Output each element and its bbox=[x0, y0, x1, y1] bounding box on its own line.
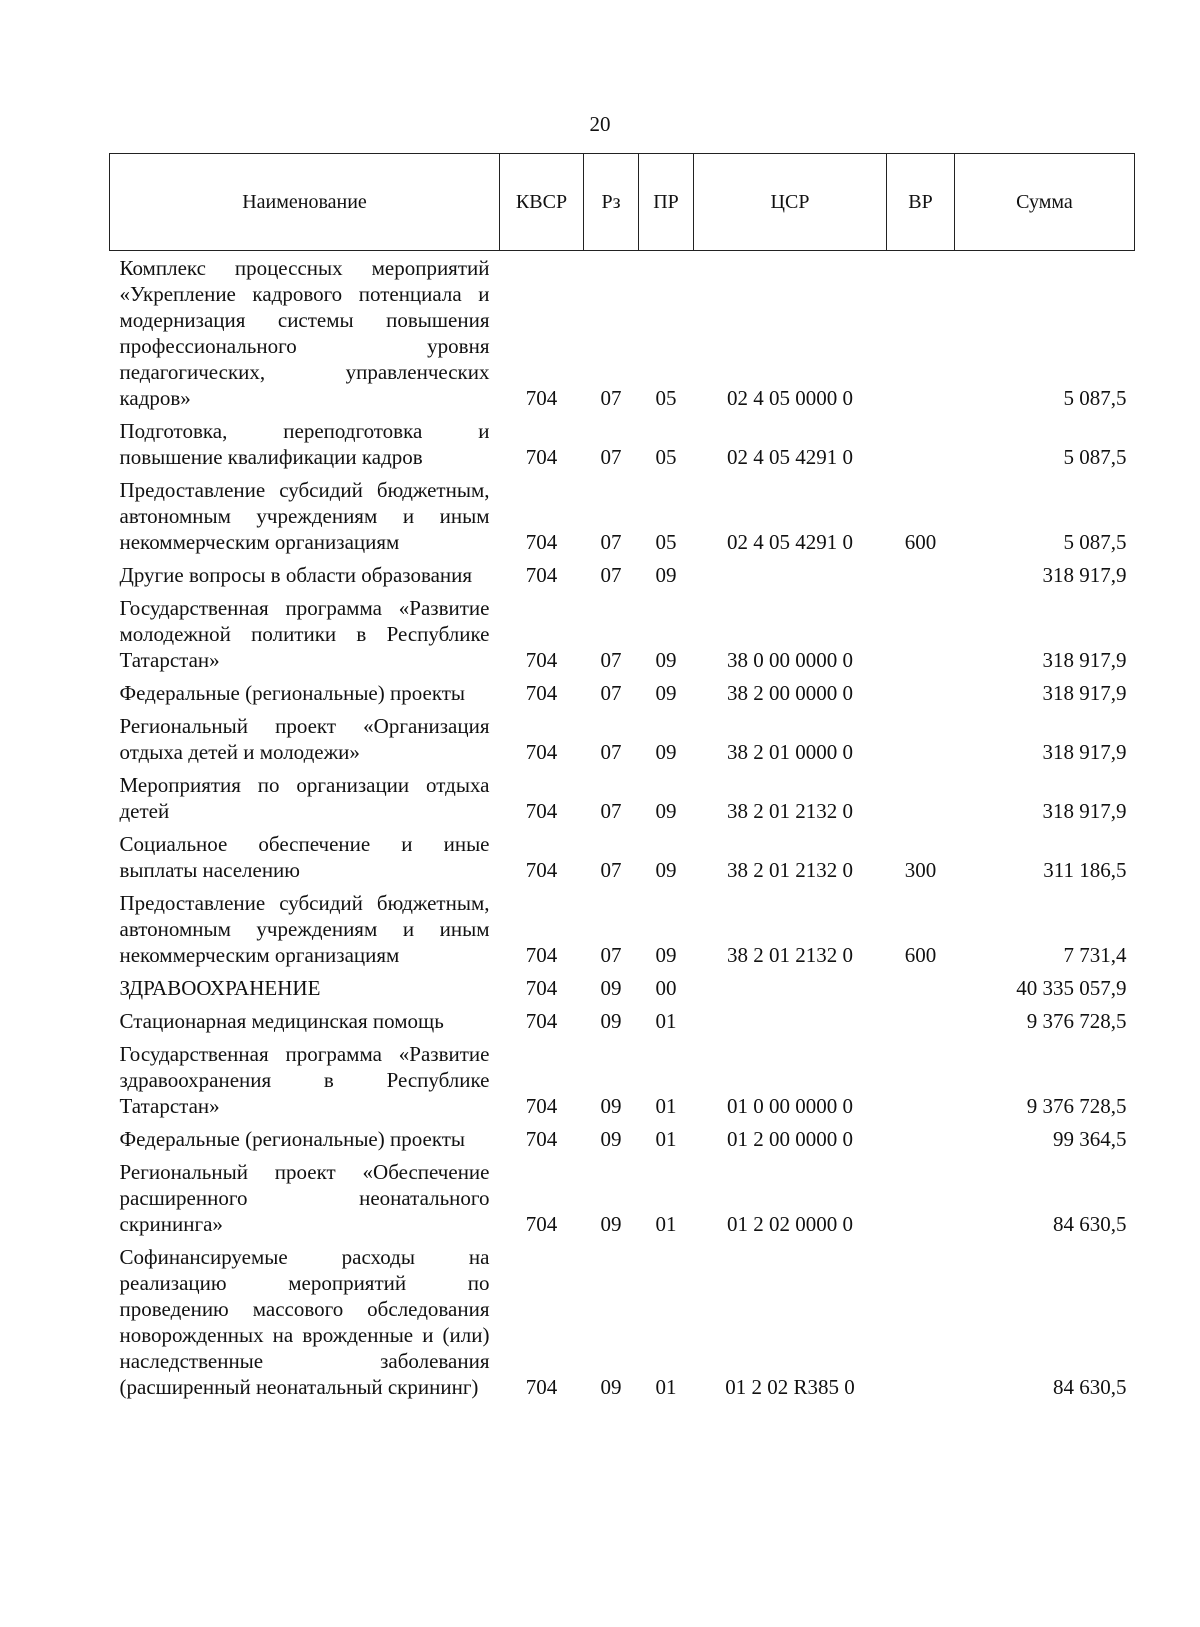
row-rz: 07 bbox=[600, 858, 622, 882]
row-name: Федеральные (региональные) проекты bbox=[119, 681, 466, 705]
row-pr: 01 bbox=[655, 1009, 677, 1033]
table-row bbox=[110, 1122, 1135, 1155]
row-vr bbox=[887, 676, 955, 709]
table-row bbox=[110, 251, 1135, 415]
row-name: Комплекс процессных мероприятий «Укрепление кадрового потенциала и модернизация системы повышения профессионального уровня педагогических, управленческих кадров» bbox=[119, 256, 490, 410]
row-pr: 09 bbox=[655, 681, 677, 705]
row-csr: 01 0 00 0000 0 bbox=[727, 1094, 853, 1118]
row-rz: 07 bbox=[600, 681, 622, 705]
row-vr bbox=[887, 971, 955, 1004]
row-kvsr: 704 bbox=[525, 1375, 558, 1399]
row-name: Социальное обеспечение и иные выплаты населению bbox=[119, 832, 490, 882]
table-row bbox=[110, 971, 1135, 1004]
row-vr: 600 bbox=[904, 943, 937, 967]
table-row bbox=[110, 886, 1135, 971]
header-sum: Сумма bbox=[955, 154, 1135, 251]
row-rz: 09 bbox=[600, 976, 622, 1000]
row-pr: 09 bbox=[655, 563, 677, 587]
row-sum: 318 917,9 bbox=[1042, 740, 1127, 764]
row-pr: 01 bbox=[655, 1212, 677, 1236]
row-kvsr: 704 bbox=[525, 445, 558, 469]
row-pr: 01 bbox=[655, 1127, 677, 1151]
row-sum: 5 087,5 bbox=[1063, 445, 1127, 469]
row-csr: 01 2 02 0000 0 bbox=[727, 1212, 853, 1236]
row-csr: 38 2 01 2132 0 bbox=[727, 858, 853, 882]
row-pr: 09 bbox=[655, 740, 677, 764]
row-rz: 07 bbox=[600, 943, 622, 967]
row-kvsr: 704 bbox=[525, 858, 558, 882]
row-kvsr: 704 bbox=[525, 1127, 558, 1151]
row-csr: 02 4 05 0000 0 bbox=[727, 386, 853, 410]
header-name: Наименование bbox=[110, 154, 500, 251]
row-rz: 07 bbox=[600, 740, 622, 764]
row-kvsr: 704 bbox=[525, 648, 558, 672]
table-row bbox=[110, 414, 1135, 473]
row-vr bbox=[887, 768, 955, 827]
row-name: Региональный проект «Организация отдыха детей и молодежи» bbox=[119, 714, 490, 764]
header-pr: ПР bbox=[639, 154, 694, 251]
row-pr: 09 bbox=[655, 943, 677, 967]
row-csr: 02 4 05 4291 0 bbox=[727, 530, 853, 554]
row-rz: 07 bbox=[600, 563, 622, 587]
row-kvsr: 704 bbox=[525, 681, 558, 705]
row-vr bbox=[887, 1122, 955, 1155]
row-csr: 38 2 01 0000 0 bbox=[727, 740, 853, 764]
table-row bbox=[110, 591, 1135, 676]
row-name: Государственная программа «Развитие молодежной политики в Республике Татарстан» bbox=[119, 596, 490, 672]
row-pr: 01 bbox=[655, 1375, 677, 1399]
row-csr: 02 4 05 4291 0 bbox=[727, 445, 853, 469]
row-name: Стационарная медицинская помощь bbox=[119, 1009, 444, 1033]
row-pr: 09 bbox=[655, 799, 677, 823]
row-kvsr: 704 bbox=[525, 1212, 558, 1236]
row-kvsr: 704 bbox=[525, 530, 558, 554]
row-csr: 38 2 01 2132 0 bbox=[727, 943, 853, 967]
row-kvsr: 704 bbox=[525, 1094, 558, 1118]
row-csr bbox=[694, 1004, 887, 1037]
row-sum: 9 376 728,5 bbox=[1026, 1094, 1127, 1118]
row-pr: 05 bbox=[655, 445, 677, 469]
row-sum: 5 087,5 bbox=[1063, 530, 1127, 554]
row-name: Мероприятия по организации отдыха детей bbox=[119, 773, 490, 823]
row-vr bbox=[887, 591, 955, 676]
row-sum: 99 364,5 bbox=[1053, 1127, 1127, 1151]
row-rz: 07 bbox=[600, 530, 622, 554]
row-name: ЗДРАВООХРАНЕНИЕ bbox=[119, 976, 321, 1000]
header-kvsr: КВСР bbox=[500, 154, 584, 251]
row-csr: 01 2 02 R385 0 bbox=[725, 1375, 855, 1399]
row-vr: 600 bbox=[904, 530, 937, 554]
row-name: Подготовка, переподготовка и повышение квалификации кадров bbox=[119, 419, 490, 469]
row-kvsr: 704 bbox=[525, 799, 558, 823]
table-header-row bbox=[110, 154, 1135, 251]
row-vr bbox=[887, 1037, 955, 1122]
row-kvsr: 704 bbox=[525, 1009, 558, 1033]
row-vr bbox=[887, 1004, 955, 1037]
row-rz: 07 bbox=[600, 445, 622, 469]
row-csr: 38 2 00 0000 0 bbox=[727, 681, 853, 705]
row-name: Государственная программа «Развитие здравоохранения в Республике Татарстан» bbox=[119, 1042, 490, 1118]
row-kvsr: 704 bbox=[525, 943, 558, 967]
row-vr: 300 bbox=[904, 858, 937, 882]
row-vr bbox=[887, 414, 955, 473]
row-sum: 318 917,9 bbox=[1042, 681, 1127, 705]
row-name: Предоставление субсидий бюджетным, автономным учреждениям и иным некоммерческим организациям bbox=[119, 478, 490, 554]
row-rz: 09 bbox=[600, 1375, 622, 1399]
row-name: Федеральные (региональные) проекты bbox=[119, 1127, 466, 1151]
table-row bbox=[110, 558, 1135, 591]
row-sum: 84 630,5 bbox=[1053, 1212, 1127, 1236]
row-sum: 84 630,5 bbox=[1053, 1375, 1127, 1399]
row-pr: 01 bbox=[655, 1094, 677, 1118]
table-row bbox=[110, 768, 1135, 827]
row-pr: 05 bbox=[655, 530, 677, 554]
row-vr bbox=[887, 1240, 955, 1403]
row-rz: 09 bbox=[600, 1094, 622, 1118]
row-vr bbox=[887, 251, 955, 415]
row-sum: 311 186,5 bbox=[1043, 858, 1127, 882]
row-sum: 318 917,9 bbox=[1042, 563, 1127, 587]
row-sum: 40 335 057,9 bbox=[1016, 976, 1127, 1000]
row-csr bbox=[694, 558, 887, 591]
row-kvsr: 704 bbox=[525, 386, 558, 410]
row-sum: 5 087,5 bbox=[1063, 386, 1127, 410]
row-rz: 07 bbox=[600, 386, 622, 410]
header-vr: ВР bbox=[887, 154, 955, 251]
table-row bbox=[110, 827, 1135, 886]
row-pr: 09 bbox=[655, 648, 677, 672]
row-kvsr: 704 bbox=[525, 740, 558, 764]
row-kvsr: 704 bbox=[525, 976, 558, 1000]
row-rz: 09 bbox=[600, 1009, 622, 1033]
row-vr bbox=[887, 1155, 955, 1240]
row-pr: 05 bbox=[655, 386, 677, 410]
table-row bbox=[110, 1004, 1135, 1037]
header-rz: Рз bbox=[584, 154, 639, 251]
table-row bbox=[110, 676, 1135, 709]
row-rz: 09 bbox=[600, 1212, 622, 1236]
row-sum: 318 917,9 bbox=[1042, 799, 1127, 823]
row-sum: 9 376 728,5 bbox=[1026, 1009, 1127, 1033]
budget-table bbox=[109, 153, 1135, 1403]
row-sum: 318 917,9 bbox=[1042, 648, 1127, 672]
row-name: Другие вопросы в области образования bbox=[119, 563, 473, 587]
row-csr: 38 0 00 0000 0 bbox=[727, 648, 853, 672]
row-name: Предоставление субсидий бюджетным, автономным учреждениям и иным некоммерческим организациям bbox=[119, 891, 490, 967]
row-csr bbox=[694, 971, 887, 1004]
row-pr: 00 bbox=[655, 976, 677, 1000]
row-rz: 07 bbox=[600, 648, 622, 672]
row-name: Региональный проект «Обеспечение расширенного неонатального скрининга» bbox=[119, 1160, 490, 1236]
table-row bbox=[110, 709, 1135, 768]
page-number: 20 bbox=[589, 112, 611, 136]
row-csr: 38 2 01 2132 0 bbox=[727, 799, 853, 823]
row-vr bbox=[887, 709, 955, 768]
row-sum: 7 731,4 bbox=[1063, 943, 1127, 967]
row-kvsr: 704 bbox=[525, 563, 558, 587]
row-vr bbox=[887, 558, 955, 591]
row-rz: 09 bbox=[600, 1127, 622, 1151]
table-row bbox=[110, 1240, 1135, 1403]
row-name: Софинансируемые расходы на реализацию мероприятий по проведению массового обследования новорожденных на врожденные и (или) наследственные заболевания (расширенный неонатальный скрининг) bbox=[119, 1245, 490, 1399]
row-csr: 01 2 00 0000 0 bbox=[727, 1127, 853, 1151]
table-row bbox=[110, 473, 1135, 558]
header-csr: ЦСР bbox=[694, 154, 887, 251]
row-pr: 09 bbox=[655, 858, 677, 882]
table-row bbox=[110, 1037, 1135, 1122]
row-rz: 07 bbox=[600, 799, 622, 823]
table-row bbox=[110, 1155, 1135, 1240]
